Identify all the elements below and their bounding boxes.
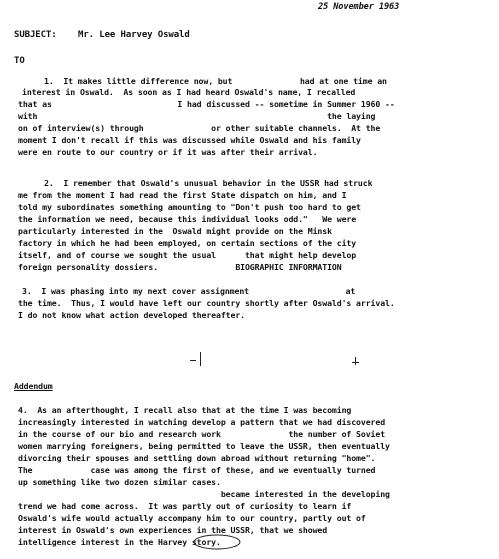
para3-line: I do not know what action developed thereafter. bbox=[18, 310, 245, 320]
para3-line: 3. I was phasing into my next cover assignment at bbox=[22, 286, 356, 296]
memo-date: 25 November 1963 bbox=[318, 2, 400, 12]
para4-line: 4. As an afterthought, I recall also that at the time I was becoming bbox=[18, 405, 352, 415]
pen-mark bbox=[190, 360, 196, 361]
para1-line: moment I don't recall if this was discussed while Oswald and his family bbox=[18, 135, 361, 145]
para1-line: on of interview(s) through or other suitable channels. At the bbox=[18, 123, 381, 133]
subject-label: SUBJECT: bbox=[14, 30, 57, 40]
pen-mark bbox=[352, 362, 359, 363]
subject-value: Mr. Lee Harvey Oswald bbox=[78, 30, 190, 40]
to-label: TO bbox=[14, 56, 25, 66]
para4-line: became interested in the developing bbox=[18, 489, 390, 499]
para2-line: the information we need, because this individual looks odd." We were bbox=[18, 214, 357, 224]
para1-line: 1. It makes little difference now, but had at one time an bbox=[44, 76, 387, 86]
para4-line: interest in Oswald's own experiences in the USSR, that we showed bbox=[18, 525, 328, 535]
para4-line: women marrying foreigners, being permitted to leave the USSR, then eventually bbox=[18, 441, 390, 451]
para1-line: interest in Oswald. As soon as I had heard Oswald's name, I recalled bbox=[22, 87, 356, 97]
para4-line: intelligence interest in the Harvey story. bbox=[18, 537, 221, 547]
addendum-heading: Addendum bbox=[14, 381, 53, 391]
para1-line: were en route to our country or if it was after their arrival. bbox=[18, 147, 318, 157]
para4-line: increasingly interested in watching develop a pattern that we had discovered bbox=[18, 417, 386, 427]
pen-mark bbox=[355, 357, 356, 365]
ink-circle-mark bbox=[192, 533, 242, 551]
para4-line: Oswald's wife would actually accompany him to our country, partly out of bbox=[18, 513, 366, 523]
para2-line: foreign personality dossiers. BIOGRAPHIC INFORMATION bbox=[18, 262, 342, 272]
para2-line: me from the moment I had read the first State dispatch on him, and I bbox=[18, 190, 347, 200]
para4-line: trend we had come across. It was partly out of curiosity to learn if bbox=[18, 501, 352, 511]
para4-line: divorcing their spouses and settling down abroad without returning "home". bbox=[18, 453, 376, 463]
para2-line: told my subordinates something amounting to "Don't push too hard to get bbox=[18, 202, 361, 212]
para2-line: itself, and of course we sought the usual that might help develop bbox=[18, 250, 357, 260]
para1-line: that as I had discussed -- sometime in Summer 1960 -- bbox=[18, 99, 395, 109]
para4-line: in the course of our bio and research work the number of Soviet bbox=[18, 429, 386, 439]
para4-line: up something like two dozen similar cases. bbox=[18, 477, 221, 487]
para2-line: particularly interested in the Oswald might provide on the Minsk bbox=[18, 226, 332, 236]
para3-line: the time. Thus, I would have left our country shortly after Oswald's arrival. bbox=[18, 298, 395, 308]
para1-line: with the laying bbox=[18, 111, 376, 121]
pen-mark bbox=[200, 352, 201, 366]
para2-line: factory in which he had been employed, on certain sections of the city bbox=[18, 238, 357, 248]
para4-line: The case was among the first of these, and we eventually turned bbox=[18, 465, 376, 475]
para2-line: 2. I remember that Oswald's unusual behavior in the USSR had struck bbox=[44, 178, 373, 188]
